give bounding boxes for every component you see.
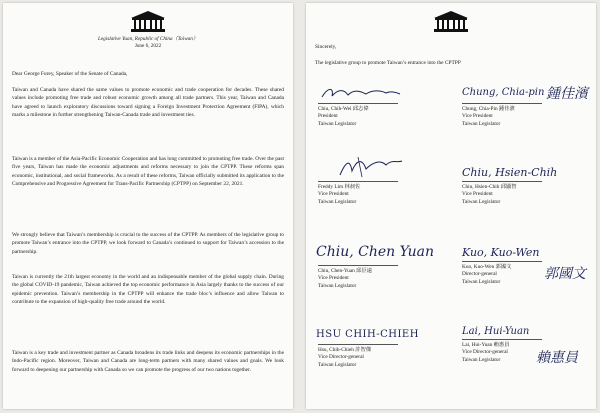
signature-line (318, 344, 398, 345)
signatory-5 (318, 268, 372, 290)
paragraph-3: We strongly believe that Taiwan’s membership is crucial to the success of the CPTPP. As members of the legislative group to promote Taiwan’s entrance into the CPTPP, we look forward to Canada’s continued to support for Taiwan’s accession to the partnership. (12, 232, 284, 255)
signatory-name: Chiu, Chen-Yuan 邱臣遠 (318, 268, 372, 274)
letterhead-title: Legislative Yuan, Republic of China（Taiwan） (97, 36, 199, 42)
signatory-org: Taiwan Legislator (318, 120, 357, 127)
signatory-org: Taiwan Legislator (462, 278, 501, 285)
signatory-name: Hsu, Chih-Chieh 許智傑 (318, 347, 372, 353)
signature-handwritten: Lai, Hui-Yuan (462, 326, 530, 337)
signature-line (318, 181, 398, 182)
signatory-role: Vice President (462, 191, 493, 198)
signature-cjk: 郭國文 (544, 266, 586, 282)
signatory-name: Chung, Chia-Pin 鍾佳濱 (462, 106, 515, 112)
signature-handwritten: Chiu, Hsien-Chih (462, 166, 558, 179)
signatory-role: President (318, 113, 338, 120)
signature-handwritten: HSU CHIH-CHIEH (316, 329, 419, 340)
signatory-org: Taiwan Legislator (318, 282, 357, 289)
signature-line (462, 261, 542, 262)
legislative-yuan-building-logo (431, 9, 471, 33)
paragraph-5: Taiwan is a key trade and investment partner as Canada broadens its trade links and deepens its economic partnerships in the Indo-Pacific region. Moreover, Taiwan and Canada are long-term partners with many shared values and goals. We look forward to deepening our partnership with Canada so we can promote the progress of our two nations together. (12, 350, 284, 373)
signatory-name: Lai, Hui-Yuan 賴惠員 (462, 342, 510, 348)
paragraph-1: Taiwan and Canada have shared the same values to promote economic and trade cooperation for decades. These shared values include promoting free trade and robust economic growth among all trade partners. This year, Taiwan and Canada have agreed to launch exploratory discussions toward signing a Foreign Investment Protection Agreement (FIPA), which marks a milestone in further strengthening Taiwan-Canada trade and investment ties. (12, 87, 284, 118)
legislative-yuan-building-logo (128, 9, 168, 33)
signatory-org: Taiwan Legislator (318, 198, 357, 205)
signature-line (462, 103, 542, 104)
signature-scribble (336, 155, 406, 181)
salutation: Dear George Furey, Speaker of the Senate of Canada, (12, 71, 128, 77)
signature-line (318, 103, 398, 104)
signatory-3 (318, 184, 360, 206)
signatory-7 (318, 347, 371, 369)
signature-line (462, 181, 542, 182)
signature-scribble (320, 85, 402, 103)
paragraph-4: Taiwan is currently the 21th largest economy in the world and an indispensable member of the global supply chain. During the global COVID-19 pandemic, Taiwan achieved the top economic performance in Asia largely thanks to the success of our epidemic prevention. Taiwan’s membership in the CPTPP will enhance the trade bloc’s influence and allow Taiwan to contribute to the expansion of high-quality free trade around the world. (12, 274, 284, 305)
signatory-role: Vice President (462, 113, 493, 120)
signatory-6 (462, 264, 511, 286)
signatory-role: Vice President (318, 275, 349, 282)
paragraph-2: Taiwan is a member of the Asia-Pacific Economic Cooperation and has long committed to promoting free trade. Over the past five years, Taiwan has made the economic adjustments and reforms necessary to join the CPTPP. These reforms span economic, institutional, and social frameworks. As a result of these reforms, Taiwan officially submitted its application to the Comprehensive and Progressive Agreement for Trans-Pacific Partnership (CPTPP) on September 22, 2021. (12, 156, 284, 187)
signatory-role: Director-general (462, 271, 497, 278)
group-line: The legislative group to promote Taiwan’s entrance into the CPTPP (315, 60, 461, 66)
signatory-1 (318, 106, 369, 128)
signatory-name: Kuo, Kuo-Wen 郭國文 (462, 264, 512, 270)
letter-date: June 6, 2022 (134, 43, 162, 49)
signatory-name: Chiu, Hsien-Chih 邱顯智 (462, 184, 517, 190)
signatory-role: Vice Director-general (462, 349, 508, 356)
letter-page-right (306, 3, 596, 409)
closing: Sincerely, (315, 44, 337, 50)
signatory-org: Taiwan Legislator (462, 198, 501, 205)
signatory-name: Chiu, Chih-Wei 邱志偉 (318, 106, 369, 112)
signatory-org: Taiwan Legislator (462, 356, 501, 363)
letter-page-left (3, 3, 293, 409)
signatory-name: Freddy Lim 林昶佐 (318, 184, 361, 190)
signature-handwritten: Chung, Chia-pin (462, 87, 545, 98)
signatory-role: Vice President (318, 191, 349, 198)
signatory-4 (462, 184, 517, 206)
signatory-org: Taiwan Legislator (318, 361, 357, 368)
signatory-2 (462, 106, 515, 128)
signature-line (318, 265, 398, 266)
signature-cjk: 鍾佳濱 (546, 86, 588, 102)
signature-handwritten: Chiu, Chen Yuan (316, 244, 435, 260)
signature-handwritten: Kuo, Kuo-Wen (462, 246, 540, 259)
signatory-role: Vice Director-general (318, 354, 364, 361)
signatory-8 (462, 342, 510, 364)
signature-line (462, 339, 542, 340)
signatory-org: Taiwan Legislator (462, 120, 501, 127)
signature-cjk: 賴惠員 (536, 350, 578, 366)
